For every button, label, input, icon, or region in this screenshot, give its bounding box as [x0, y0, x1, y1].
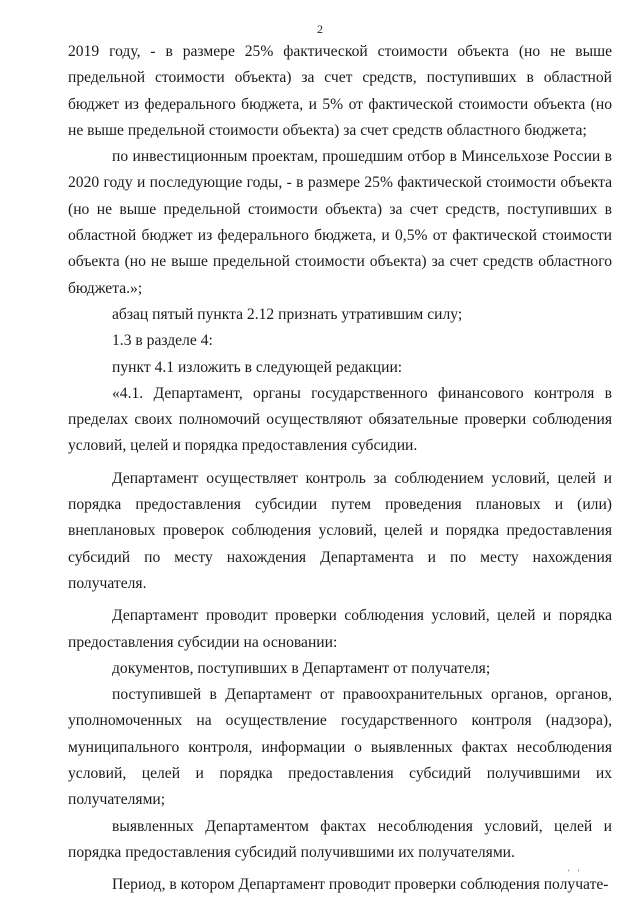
paragraph-period: Период, в котором Департамент проводит проверки соблюдения получате- — [112, 876, 609, 894]
paragraph-continuation: 2019 году, - в размере 25% фактической стоимости объекта (но не выше предельной стоимости объекта) за счет средств, поступивших в областной бюджет из федерального бюджета, и 5% от фактической стоимости объекта (но не выше предельной стоимости объекта) за счет средств областного бюджета; — [68, 43, 612, 139]
list-item-law-enforcement: поступившей в Департамент от правоохранительных органов, органов, уполномоченных на осуществление государственного контроля (надзора), муниципального контроля, информации о выявленных фактах несоблюдения условий, целей и порядка предоставления субсидий получившими их получателями; — [68, 686, 612, 809]
list-item-documents: документов, поступивших в Департамент от получателя; — [112, 659, 491, 677]
document-body — [68, 39, 612, 899]
paragraph-investment-projects: по инвестиционным проектам, прошедшим отбор в Минсельхозе России в 2020 году и последующие годы, - в размере 25% фактической стоимости объекта (но не выше предельной стоимости объекта) за счет средств, поступивших в областной бюджет из федерального бюджета, и 0,5% от фактической стоимости объекта (но не выше предельной стоимости объекта) за счет средств областного бюджета.»; — [68, 148, 612, 297]
paragraph-clause-4-1-intro: пункт 4.1 изложить в следующей редакции: — [112, 358, 403, 376]
paragraph-section-4: 1.3 в разделе 4: — [112, 332, 213, 350]
paragraph-clause-4-1: «4.1. Департамент, органы государственного финансового контроля в пределах своих полномочий осуществляют обязательные проверки соблюдения условий, целей и порядка предоставления субсидии. — [68, 384, 612, 455]
scan-mark: ' ' — [568, 868, 583, 878]
paragraph-inspection-basis: Департамент проводит проверки соблюдения условий, целей и порядка предоставления субсидии на основании: — [68, 607, 612, 651]
page-number: 2 — [317, 22, 323, 36]
list-item-detected-facts: выявленных Департаментом фактах несоблюдения условий, целей и порядка предоставления субсидий получившими их получателями. — [68, 817, 612, 861]
paragraph-clause-2-12: абзац пятый пункта 2.12 признать утратившим силу; — [112, 305, 463, 323]
paragraph-control: Департамент осуществляет контроль за соблюдением условий, целей и порядка предоставления субсидии путем проведения плановых и (или) внеплановых проверок соблюдения условий, целей и порядка предоставления субсидий по месту нахождения Департамента и по месту нахождения получателя. — [68, 469, 612, 592]
